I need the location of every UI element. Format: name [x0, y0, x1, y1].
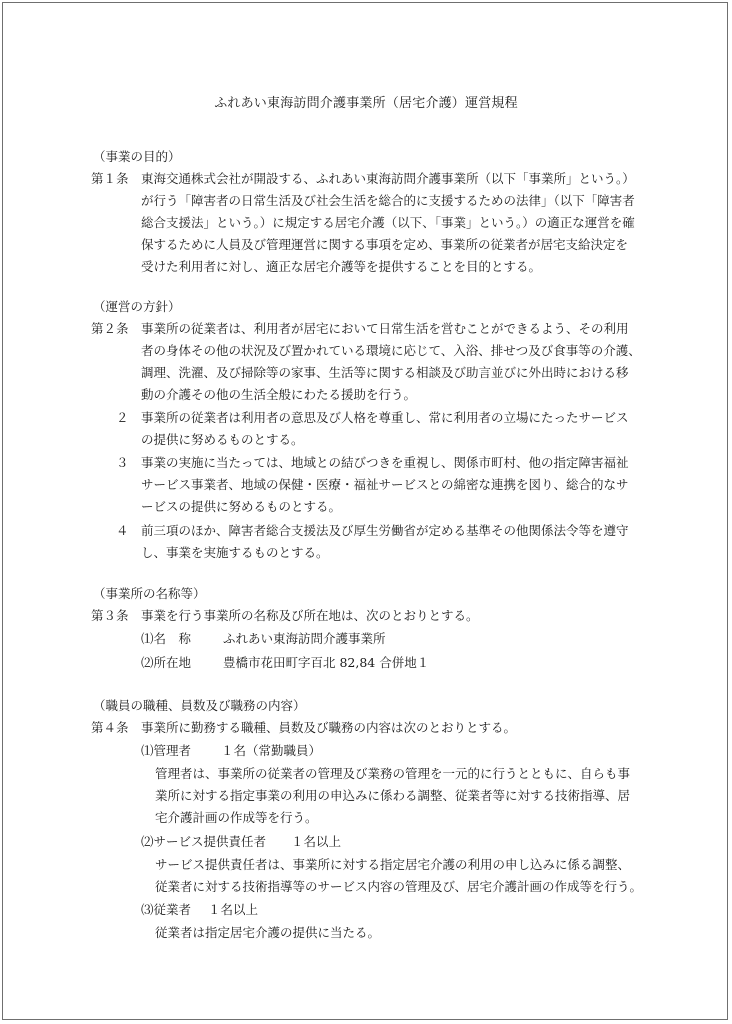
paragraph-line: 事業の実施に当たっては、地域との結びつきを重視し、関係市町村、他の指定障害福祉 [141, 455, 629, 470]
staff-desc: サービス提供責任者は、事業所に対する指定居宅介護の利用の申し込みに係る調整、 [155, 857, 631, 872]
paragraph-number: ４ [116, 523, 129, 538]
staff-label: ⑴管理者 [141, 743, 192, 758]
article-3-line: 事業を行う事業所の名称及び所在地は、次のとおりとする。 [141, 608, 479, 623]
item-value: 豊橋市花田町字百北 82,84 合併地１ [223, 655, 430, 670]
article-number-4: 第４条 [91, 720, 129, 735]
section-heading-policy: （運営の方針） [93, 299, 181, 314]
document-body [3, 3, 729, 1021]
paragraph-line: ービスの提供に努めるものとする。 [141, 499, 342, 514]
staff-desc: 業所に対する指定事業の利用の申込みに係わる調整、従業者等に対する技術指導、居 [155, 788, 631, 803]
paragraph-number: ３ [116, 455, 129, 470]
article-1-line: 総合支援法」という。）に規定する居宅介護（以下、「事業」という。）の適正な運営を確 [141, 215, 635, 230]
article-number-3: 第３条 [91, 608, 129, 623]
article-2-line: 事業所の従業者は、利用者が居宅において日常生活を営むことができるよう、その利用 [141, 321, 629, 336]
paragraph-line: の提供に努めるものとする。 [141, 432, 304, 447]
article-2-line: 者の身体その他の状況及び置かれている環境に応じて、入浴、排せつ及び食事等の介護、 [141, 343, 641, 358]
paragraph-line: 前三項のほか、障害者総合支援法及び厚生労働省が定める基準その他関係法令等を遵守 [141, 523, 629, 538]
staff-desc: 管理者は、事業所の従業者の管理及び業務の管理を一元的に行うとともに、自らも事 [155, 766, 631, 781]
paragraph-line: 事業所の従業者は利用者の意思及び人格を尊重し、常に利用者の立場にたったサービス [141, 410, 629, 425]
article-number-1: 第１条 [91, 171, 129, 186]
article-number-2: 第２条 [91, 321, 129, 336]
item-value: ふれあい東海訪問介護事業所 [223, 631, 386, 646]
staff-label: ⑶従業者 [141, 902, 192, 917]
section-heading-purpose: （事業の目的） [93, 149, 181, 164]
staff-desc: 従業者は指定居宅介護の提供に当たる。 [155, 925, 381, 940]
paragraph-line: サービス事業者、地域の保健・医療・福祉サービスとの綿密な連携を図り、総合的なサ [141, 477, 629, 492]
paragraph-line: し、事業を実施するものとする。 [141, 545, 329, 560]
document-page [2, 2, 728, 1020]
staff-count: １名以上 [291, 834, 342, 849]
section-heading-name: （事業所の名称等） [93, 586, 206, 601]
paragraph-number: ２ [116, 410, 129, 425]
staff-count: １名以上 [208, 902, 259, 917]
article-1-line: が行う「障害者の日常生活及び社会生活を総合的に支援するための法律」（以下「障害者 [141, 193, 635, 208]
section-heading-staff: （職員の職種、員数及び職務の内容） [93, 698, 306, 713]
article-1-line: 受けた利用者に対し、適正な居宅介護等を提供することを目的とする。 [141, 259, 542, 274]
article-1-line: 保するために人員及び管理運営に関する事項を定め、事業所の従業者が居宅支給決定を [141, 237, 629, 252]
staff-desc: 宅介護計画の作成等を行う。 [155, 810, 318, 825]
article-2-line: 調理、洗濯、及び掃除等の家事、生活等に関する相談及び助言並びに外出時における移 [141, 365, 629, 380]
article-1-line: 東海交通株式会社が開設する、ふれあい東海訪問介護事業所（以下「事業所」という。） [141, 171, 635, 186]
document-title: ふれあい東海訪問介護事業所（居宅介護）運営規程 [214, 96, 518, 111]
item-label: ⑵所在地 [141, 655, 192, 670]
staff-desc: 従業者に対する技術指導等のサービス内容の管理及び、居宅介護計画の作成等を行う。 [155, 879, 643, 894]
article-2-line: 動の介護その他の生活全般にわたる援助を行う。 [141, 387, 417, 402]
article-4-line: 事業所に勤務する職種、員数及び職務の内容は次のとおりとする。 [141, 720, 517, 735]
staff-label: ⑵サービス提供責任者 [141, 834, 267, 849]
item-label: ⑴名 称 [141, 631, 192, 646]
staff-count: １名（常勤職員） [221, 743, 322, 758]
